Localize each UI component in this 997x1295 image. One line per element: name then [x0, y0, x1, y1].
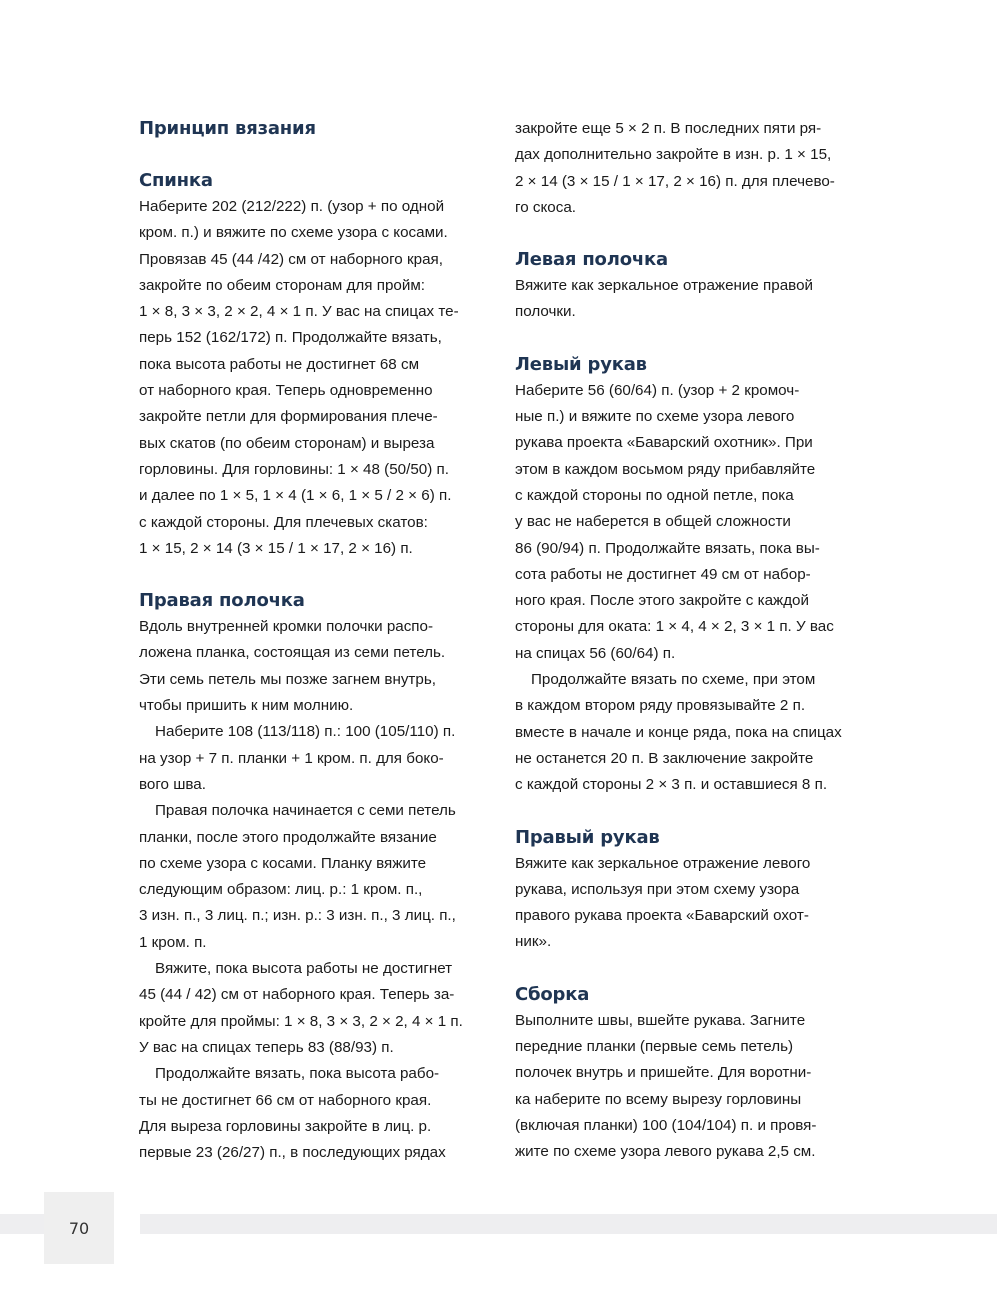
text-line: 1 × 15, 2 × 14 (3 × 15 / 1 × 17, 2 × 16) п.: [139, 539, 413, 557]
text-line: Эти семь петель мы позже загнем внутрь,: [139, 670, 436, 688]
text-line: с каждой стороны. Для плечевых скатов:: [139, 513, 428, 531]
text-line: Наберите 56 (60/64) п. (узор + 2 кромоч-: [515, 381, 800, 399]
text-line: Вяжите как зеркальное отражение правой: [515, 277, 814, 295]
text-pravaya-p4: [139, 956, 501, 1061]
footer-bar: [140, 1214, 997, 1234]
text-line: с каждой стороны 2 × 3 п. и оставшиеся 8 п.: [515, 776, 828, 794]
text-sborka: [515, 1008, 877, 1166]
text-line: с каждой стороны по одной петле, пока: [515, 486, 794, 504]
heading-sborka: Сборка: [515, 983, 590, 1005]
right-column: [515, 116, 877, 1166]
text-line: У вас на спицах теперь 83 (88/93) п.: [139, 1038, 394, 1056]
left-column: [139, 116, 501, 1166]
text-line: дах дополнительно закройте в изн. р. 1 × 15,: [515, 146, 832, 164]
page-number-box: [44, 1192, 114, 1264]
text-line: полочки.: [515, 303, 576, 321]
text-line: на спицах 56 (60/64) п.: [515, 644, 676, 662]
text-line: планки, после этого продолжайте вязание: [139, 828, 437, 846]
text-line: (включая планки) 100 (104/104) п. и провя-: [515, 1116, 817, 1134]
text-line: закройте еще 5 × 2 п. В последних пяти ря-: [515, 120, 822, 137]
text-line: Вяжите, пока высота работы не достигнет: [155, 960, 453, 978]
text-pravaya-p3: [139, 798, 501, 956]
text-levyi-rukav-p1: [515, 378, 877, 667]
text-line: чтобы пришить к ним молнию.: [139, 697, 354, 715]
text-line: ник».: [515, 933, 552, 951]
text-line: пока высота работы не достигнет 68 см: [139, 355, 420, 373]
text-line: 86 (90/94) п. Продолжайте вязать, пока вы-: [515, 539, 820, 557]
text-line: ложена планка, состоящая из семи петель.: [139, 644, 446, 662]
text-line: ка наберите по всему вырезу горловины: [515, 1090, 802, 1108]
text-line: передние планки (первые семь петель): [515, 1038, 794, 1056]
text-line: закройте по обеим сторонам для пройм:: [139, 276, 425, 294]
section-heading-main: Принцип вязания: [139, 118, 316, 139]
text-line: Выполните швы, вшейте рукава. Загните: [515, 1011, 806, 1029]
heading-spinka: Спинка: [139, 170, 213, 191]
text-line: и далее по 1 × 5, 1 × 4 (1 × 6, 1 × 5 / 2 × 6) п.: [139, 487, 452, 505]
text-line: Провязав 45 (44 /42) см от наборного края,: [139, 250, 443, 268]
text-line: закройте петли для формирования плече-: [139, 408, 438, 426]
text-line: вых скатов (по обеим сторонам) и выреза: [139, 434, 435, 452]
text-line: го скоса.: [515, 198, 576, 216]
text-line: кройте для проймы: 1 × 8, 3 × 3, 2 × 2, 4 × 1 п.: [139, 1012, 463, 1030]
text-line: Продолжайте вязать по схеме, при этом: [531, 671, 816, 689]
text-line: жите по схеме узора левого рукава 2,5 см.: [515, 1143, 816, 1161]
text-line: Для выреза горловины закройте в лиц. р.: [139, 1117, 432, 1135]
page-number: 70: [68, 1218, 90, 1238]
text-line: Правая полочка начинается с семи петель: [155, 802, 456, 820]
text-line: правого рукава проекта «Баварский охот-: [515, 907, 809, 925]
text-line: у вас не наберется в общей сложности: [515, 513, 791, 531]
text-line: 45 (44 / 42) см от наборного края. Теперь за-: [139, 986, 455, 1004]
text-line: Вдоль внутренней кромки полочки распо-: [139, 618, 434, 636]
text-pravyi-rukav: [515, 851, 877, 956]
text-line: Вяжите как зеркальное отражение левого: [515, 854, 811, 872]
text-line: в каждом втором ряду провязывайте 2 п.: [515, 697, 806, 715]
text-line: 1 × 8, 3 × 3, 2 × 2, 4 × 1 п. У вас на спицах те-: [139, 303, 459, 321]
text-spinka: [139, 194, 501, 562]
text-line: 3 изн. п., 3 лиц. п.; изн. р.: 3 изн. п., 3 лиц. п.,: [139, 907, 456, 925]
text-line: стороны для оката: 1 × 4, 4 × 2, 3 × 1 п. У вас: [515, 618, 834, 636]
text-line: первые 23 (26/27) п., в последующих рядах: [139, 1144, 446, 1162]
text-line: полочек внутрь и пришейте. Для воротни-: [515, 1064, 812, 1082]
heading-pravaya-polochka: Правая полочка: [139, 590, 305, 612]
text-continuation: [515, 116, 877, 221]
heading-levyi-rukav: Левый рукав: [515, 353, 647, 375]
text-line: на узор + 7 п. планки + 1 кром. п. для боко-: [139, 749, 444, 767]
text-line: от наборного края. Теперь одновременно: [139, 382, 433, 400]
text-levaya: [515, 273, 877, 326]
text-line: горловины. Для горловины: 1 × 48 (50/50) п.: [139, 460, 449, 478]
text-pravaya-p1: [139, 614, 501, 719]
text-line: по схеме узора с косами. Планку вяжите: [139, 854, 427, 872]
text-levyi-rukav-p2: [515, 667, 877, 798]
text-line: рукава, используя при этом схему узора: [515, 880, 800, 898]
footer-bar-left: [0, 1214, 44, 1234]
text-line: Продолжайте вязать, пока высота рабо-: [155, 1065, 440, 1083]
text-line: не останется 20 п. В заключение закройте: [515, 749, 814, 767]
text-line: кром. п.) и вяжите по схеме узора с косами.: [139, 224, 448, 242]
text-pravaya-p5: [139, 1061, 501, 1166]
text-line: ного края. После этого закройте с каждой: [515, 592, 809, 610]
text-line: 2 × 14 (3 × 15 / 1 × 17, 2 × 16) п. для плечево-: [515, 172, 835, 190]
text-line: Наберите 108 (113/118) п.: 100 (105/110) п.: [155, 723, 456, 741]
text-line: 1 кром. п.: [139, 933, 207, 951]
text-line: перь 152 (162/172) п. Продолжайте вязать,: [139, 329, 442, 347]
text-line: вместе в начале и конце ряда, пока на спицах: [515, 723, 842, 741]
text-line: следующим образом: лиц. р.: 1 кром. п.,: [139, 881, 423, 899]
text-line: рукава проекта «Баварский охотник». При: [515, 434, 813, 452]
heading-levaya-polochka: Левая полочка: [515, 249, 668, 271]
text-pravaya-p2: [139, 719, 501, 798]
text-line: ты не достигнет 66 см от наборного края.: [139, 1091, 432, 1109]
heading-pravyi-rukav: Правый рукав: [515, 826, 660, 848]
text-line: этом в каждом восьмом ряду прибавляйте: [515, 460, 816, 478]
text-line: сота работы не достигнет 49 см от набор-: [515, 565, 811, 583]
text-line: ные п.) и вяжите по схеме узора левого: [515, 408, 795, 426]
text-line: вого шва.: [139, 775, 206, 793]
text-line: Наберите 202 (212/222) п. (узор + по одной: [139, 198, 445, 215]
